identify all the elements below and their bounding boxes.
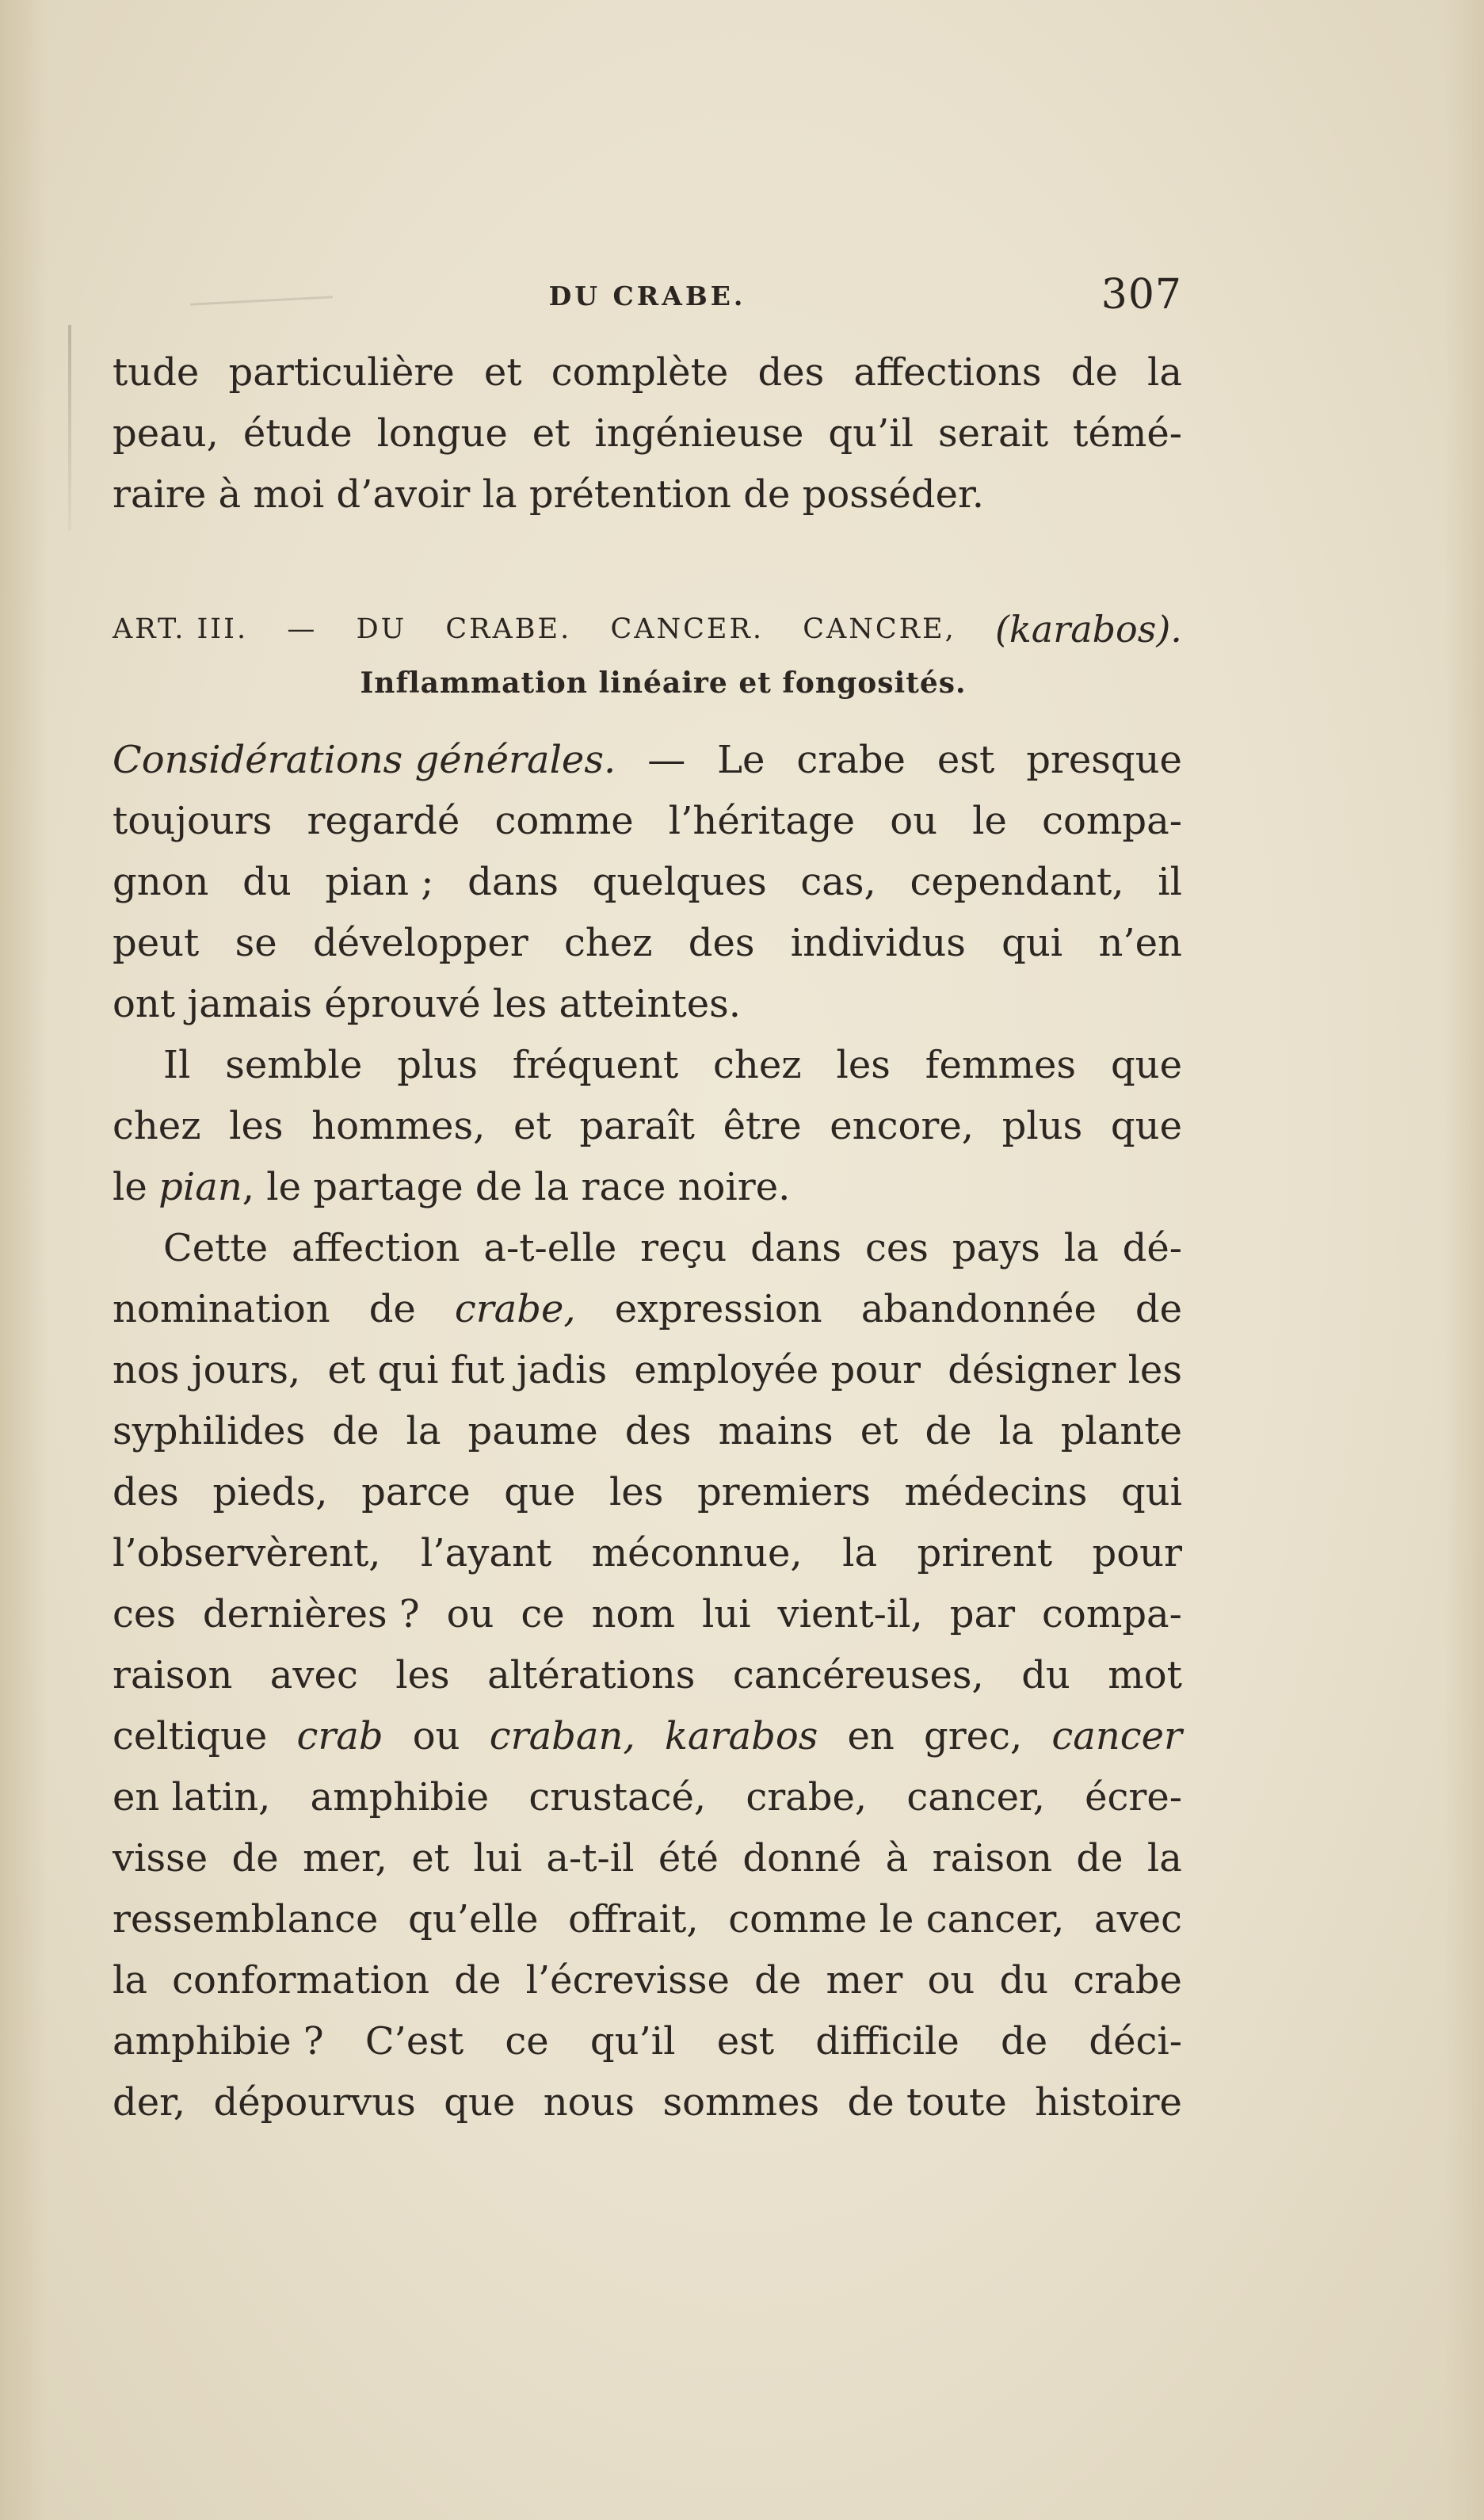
word: du xyxy=(1021,1653,1070,1697)
word: qu’il xyxy=(828,411,914,456)
word: quelques xyxy=(592,860,767,904)
word: raison xyxy=(932,1836,1052,1880)
word: nos jours, xyxy=(113,1348,301,1392)
word: individus xyxy=(790,921,966,965)
page-header xyxy=(113,269,1182,325)
word: gnon xyxy=(113,860,209,904)
italic-term: pian xyxy=(158,1165,242,1209)
word: celtique xyxy=(113,1714,268,1758)
text-span: ont jamais éprouvé les atteintes. xyxy=(113,982,742,1026)
word: les xyxy=(229,1104,284,1148)
word: de xyxy=(231,1836,279,1880)
word: est xyxy=(716,2019,775,2064)
word: mer, xyxy=(303,1836,387,1880)
word: de xyxy=(1001,2019,1048,2064)
word: C’est xyxy=(364,2019,464,2064)
spacer xyxy=(113,709,1182,730)
text-line xyxy=(113,852,1182,913)
word: du xyxy=(999,1958,1049,2003)
word: crabe xyxy=(1073,1958,1182,2003)
word: dernières ? xyxy=(202,1592,420,1636)
page-shadow-left xyxy=(0,0,48,2520)
title-word: CANCRE, xyxy=(803,613,956,645)
word: visse xyxy=(113,1836,208,1880)
text-line xyxy=(113,730,1182,791)
word: que xyxy=(1110,1104,1182,1148)
word: ou xyxy=(890,799,938,843)
word: lui xyxy=(701,1592,751,1636)
word: et xyxy=(513,1104,551,1148)
word: par xyxy=(949,1592,1016,1636)
word: altérations xyxy=(487,1653,696,1697)
word: méconnue, xyxy=(591,1531,803,1575)
word: comme xyxy=(494,799,634,843)
word: cancéreuses, xyxy=(732,1653,984,1697)
text-line xyxy=(113,1218,1182,1279)
word: raison xyxy=(113,1653,233,1697)
text-line xyxy=(113,1950,1182,2011)
word: se xyxy=(235,921,277,965)
word: parce xyxy=(361,1470,471,1514)
word: fréquent xyxy=(512,1043,679,1087)
text-line xyxy=(113,1279,1182,1340)
word: n’en xyxy=(1098,921,1182,965)
word: affections xyxy=(853,350,1042,395)
word: avec xyxy=(1093,1897,1182,1942)
word: pian ; xyxy=(325,860,434,904)
word: qu’il xyxy=(589,2019,676,2064)
title-dash: — xyxy=(287,613,318,645)
word: premiers xyxy=(696,1470,871,1514)
italic-term: craban, xyxy=(489,1714,635,1758)
word: compa- xyxy=(1042,1592,1182,1636)
word: et xyxy=(860,1409,898,1453)
word: Il xyxy=(163,1043,191,1087)
text-line xyxy=(113,1584,1182,1645)
word: l’écrevisse xyxy=(525,1958,730,2003)
word: des xyxy=(113,1470,179,1514)
word: — xyxy=(647,738,686,782)
word: écre- xyxy=(1085,1775,1182,1819)
word: de xyxy=(1076,1836,1123,1880)
word: plus xyxy=(1001,1104,1083,1148)
text-span: raire à moi d’avoir la prétention de posséder. xyxy=(113,472,984,517)
word: chez xyxy=(563,921,653,965)
word: que xyxy=(1110,1043,1182,1087)
word: en xyxy=(847,1714,895,1758)
word: que xyxy=(444,2080,516,2125)
word: la xyxy=(1146,1836,1182,1880)
word: longue xyxy=(376,411,508,456)
word: le xyxy=(113,1165,147,1209)
word: ce xyxy=(505,2019,549,2064)
italic-term: crabe, xyxy=(454,1287,576,1331)
word: pays xyxy=(952,1226,1040,1270)
text-line xyxy=(113,1462,1182,1523)
text-line xyxy=(113,1035,1182,1096)
word: de xyxy=(454,1958,502,2003)
text-line xyxy=(113,403,1182,464)
word: lui xyxy=(473,1836,523,1880)
text-line xyxy=(113,1096,1182,1157)
article-title xyxy=(113,601,1182,657)
word: expression xyxy=(614,1287,822,1331)
word: peau, xyxy=(113,411,219,456)
word: ressemblance xyxy=(113,1897,379,1942)
word: syphilides xyxy=(113,1409,306,1453)
word: employée pour xyxy=(634,1348,921,1392)
word: tude xyxy=(113,350,200,395)
word: et xyxy=(532,411,570,456)
word: de xyxy=(1135,1287,1182,1331)
italic-term: cancer xyxy=(1051,1714,1182,1758)
word: de xyxy=(1070,350,1118,395)
word: l’observèrent, xyxy=(113,1531,381,1575)
word: qui xyxy=(1120,1470,1182,1514)
word: de xyxy=(754,1958,802,2003)
word: abandonnée xyxy=(860,1287,1097,1331)
text-line xyxy=(113,913,1182,974)
word: des xyxy=(624,1409,692,1453)
word: prirent xyxy=(917,1531,1053,1575)
text-line xyxy=(113,2072,1182,2133)
page-shadow-right xyxy=(1444,0,1484,2520)
italic-term: crab xyxy=(296,1714,383,1758)
word: cas, xyxy=(800,860,876,904)
word: chez xyxy=(113,1104,201,1148)
word: paraît xyxy=(579,1104,695,1148)
word: et xyxy=(483,350,522,395)
word: comme le cancer, xyxy=(728,1897,1065,1942)
word: du xyxy=(242,860,292,904)
word: pieds, xyxy=(212,1470,328,1514)
title-greek-term: (karabos). xyxy=(994,608,1182,651)
text-line xyxy=(113,1828,1182,1889)
word: ces xyxy=(113,1592,176,1636)
word: médecins xyxy=(904,1470,1088,1514)
text-line xyxy=(113,1889,1182,1950)
word: ou xyxy=(446,1592,494,1636)
word: des xyxy=(757,350,825,395)
word: mains xyxy=(718,1409,834,1453)
word: la xyxy=(1063,1226,1099,1270)
word: der, xyxy=(113,2080,186,2125)
word: est xyxy=(937,738,995,782)
word: en latin, xyxy=(113,1775,271,1819)
word: les xyxy=(836,1043,891,1087)
word: presque xyxy=(1026,738,1182,782)
word: donné xyxy=(742,1836,862,1880)
word: avec xyxy=(269,1653,358,1697)
text-line xyxy=(113,1340,1182,1401)
word: et xyxy=(411,1836,450,1880)
text-line xyxy=(113,791,1182,852)
word: la xyxy=(406,1409,441,1453)
word: hommes, xyxy=(311,1104,486,1148)
text-span: , le partage de la race noire. xyxy=(242,1165,791,1209)
word: encore, xyxy=(830,1104,974,1148)
word: de xyxy=(332,1409,380,1453)
word: développer xyxy=(312,921,528,965)
pencil-mark xyxy=(68,325,71,531)
word: de toute xyxy=(847,2080,1007,2125)
word: la xyxy=(1147,350,1182,395)
word: les xyxy=(608,1470,664,1514)
word: dépourvus xyxy=(213,2080,416,2125)
word: mot xyxy=(1108,1653,1182,1697)
word: ingénieuse xyxy=(594,411,804,456)
word: que xyxy=(504,1470,576,1514)
word: la xyxy=(998,1409,1034,1453)
word: plus xyxy=(397,1043,478,1087)
word: ou xyxy=(412,1714,460,1758)
word: vient-il, xyxy=(777,1592,923,1636)
text-line xyxy=(113,1523,1182,1584)
italic-term: karabos xyxy=(664,1714,818,1758)
word: des xyxy=(688,921,755,965)
word: complète xyxy=(551,350,729,395)
word: crustacé, xyxy=(528,1775,707,1819)
page-number: 307 xyxy=(1101,271,1182,319)
running-head: DU CRABE. xyxy=(548,281,746,311)
word: de xyxy=(368,1287,416,1331)
word: offrait, xyxy=(568,1897,699,1942)
word: la xyxy=(113,1958,147,2003)
word: qui xyxy=(1001,921,1063,965)
word: serait xyxy=(937,411,1049,456)
title-word: CANCER. xyxy=(610,613,764,645)
word: étude xyxy=(242,411,353,456)
word: ce xyxy=(521,1592,565,1636)
word: mer xyxy=(826,1958,903,2003)
word: nomination xyxy=(113,1287,330,1331)
text-line xyxy=(113,974,1182,1035)
word: de xyxy=(925,1409,972,1453)
word: semble xyxy=(225,1043,363,1087)
word: amphibie ? xyxy=(113,2019,324,2064)
title-word: CRABE. xyxy=(445,613,572,645)
word: dans xyxy=(467,860,559,904)
word: qu’elle xyxy=(408,1897,539,1942)
text-line xyxy=(113,2011,1182,2072)
word: affection xyxy=(292,1226,460,1270)
word: peut xyxy=(113,921,200,965)
word: être xyxy=(723,1104,802,1148)
section-lead: Considérations générales. xyxy=(113,738,616,782)
word: Cette xyxy=(163,1226,269,1270)
article-number: ART. III. xyxy=(113,613,249,645)
word: dans xyxy=(750,1226,842,1270)
article-subtitle: Inflammation linéaire et fongosités. xyxy=(360,666,967,700)
word: l’ayant xyxy=(420,1531,552,1575)
word: l’héritage xyxy=(668,799,856,843)
word: reçu xyxy=(640,1226,727,1270)
word: cancer, xyxy=(906,1775,1045,1819)
word: nom xyxy=(591,1592,675,1636)
word: a-t-il xyxy=(546,1836,635,1880)
word: grec, xyxy=(923,1714,1023,1758)
word: toujours xyxy=(113,799,273,843)
word: plante xyxy=(1060,1409,1182,1453)
word: histoire xyxy=(1035,2080,1182,2125)
text-line xyxy=(113,1401,1182,1462)
word: compa- xyxy=(1042,799,1182,843)
word: crabe xyxy=(796,738,906,782)
spacer xyxy=(113,525,1182,601)
word: les xyxy=(395,1653,450,1697)
text-line xyxy=(113,464,1182,525)
word: nous xyxy=(543,2080,635,2125)
body-text xyxy=(113,342,1182,2133)
word: été xyxy=(658,1836,719,1880)
word: particulière xyxy=(228,350,455,395)
word: désigner les xyxy=(948,1348,1182,1392)
word: pour xyxy=(1092,1531,1182,1575)
word: Le xyxy=(717,738,765,782)
text-line xyxy=(113,1706,1182,1767)
word: le xyxy=(972,799,1007,843)
word: à xyxy=(885,1836,909,1880)
word: crabe, xyxy=(746,1775,868,1819)
word: paume xyxy=(467,1409,598,1453)
word: a-t-elle xyxy=(483,1226,617,1270)
word: déci- xyxy=(1089,2019,1182,2064)
word: témé- xyxy=(1073,411,1182,456)
word: regardé xyxy=(307,799,460,843)
word: ces xyxy=(864,1226,929,1270)
word: chez xyxy=(713,1043,802,1087)
title-word: DU xyxy=(356,613,407,645)
word: sommes xyxy=(662,2080,820,2125)
word: il xyxy=(1158,860,1182,904)
word: difficile xyxy=(815,2019,959,2064)
word: dé- xyxy=(1122,1226,1182,1270)
word: conformation xyxy=(172,1958,430,2003)
word: amphibie xyxy=(310,1775,490,1819)
text-line xyxy=(113,1645,1182,1706)
text-line xyxy=(113,1157,1182,1218)
text-line xyxy=(113,342,1182,403)
word: ou xyxy=(927,1958,975,2003)
text-line xyxy=(113,1767,1182,1828)
word: et qui fut jadis xyxy=(327,1348,608,1392)
word: femmes xyxy=(925,1043,1077,1087)
word: la xyxy=(842,1531,878,1575)
word: cependant, xyxy=(910,860,1124,904)
